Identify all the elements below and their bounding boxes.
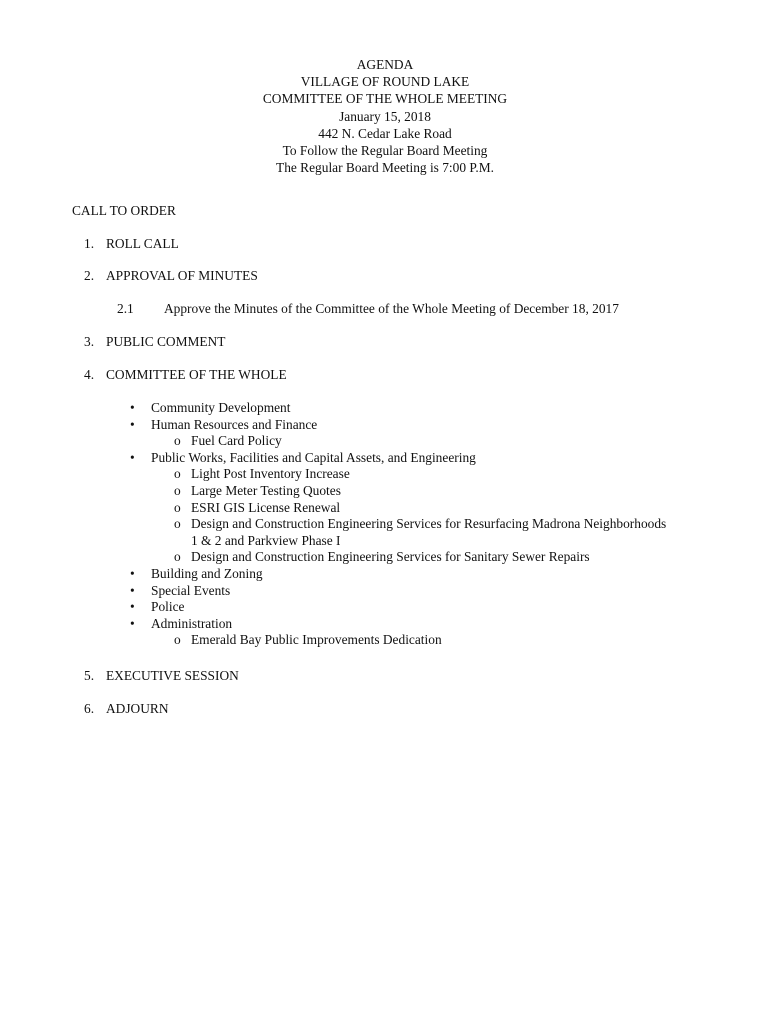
- item-label: APPROVAL OF MINUTES: [106, 268, 258, 283]
- list-item: • Human Resources and Finance: [130, 417, 666, 434]
- meeting-note: To Follow the Regular Board Meeting: [282, 143, 488, 159]
- agenda-item-public-comment: [84, 334, 225, 350]
- list-subitem-label: Emerald Bay Public Improvements Dedication: [191, 632, 442, 648]
- list-subitem-continuation: 1 & 2 and Parkview Phase I: [191, 532, 341, 548]
- item-number: 6.: [84, 701, 95, 716]
- agenda-item-approval-of-minutes: [84, 268, 258, 284]
- list-item: • Special Events: [130, 583, 666, 600]
- list-subitem-label: Fuel Card Policy: [191, 433, 282, 449]
- sub-bullet: o: [174, 499, 181, 515]
- agenda-subitem-minutes: [117, 301, 619, 317]
- list-item: • Building and Zoning: [130, 566, 666, 583]
- list-subitem-label: Light Post Inventory Increase: [191, 466, 350, 482]
- agenda-item-executive-session: [84, 668, 239, 684]
- item-number: 3.: [84, 334, 95, 349]
- list-subitem: [130, 516, 666, 533]
- item-number: 2.: [84, 268, 95, 283]
- agenda-item-committee-of-the-whole: [84, 367, 287, 383]
- sub-bullet: o: [174, 482, 181, 498]
- item-label: ROLL CALL: [106, 236, 179, 251]
- list-subitem-label: Design and Construction Engineering Services for Sanitary Sewer Repairs: [191, 549, 590, 565]
- item-label: PUBLIC COMMENT: [106, 334, 226, 349]
- list-item: • Public Works, Facilities and Capital Assets, and Engineering: [130, 450, 666, 467]
- list-subitem: [130, 549, 666, 566]
- item-label: COMMITTEE OF THE WHOLE: [106, 367, 287, 382]
- item-number: 5.: [84, 668, 95, 683]
- agenda-title: AGENDA: [356, 57, 414, 72]
- list-item: • Police: [130, 599, 666, 616]
- list-subitem: [130, 483, 666, 500]
- list-subitem: [130, 466, 666, 483]
- subitem-number: 2.1: [117, 301, 134, 316]
- item-number: 4.: [84, 367, 95, 382]
- meeting-address: 442 N. Cedar Lake Road: [318, 125, 452, 141]
- sub-bullet: o: [174, 632, 181, 648]
- sub-bullet: o: [174, 549, 181, 565]
- list-item: • Community Development: [130, 400, 666, 417]
- agenda-item-adjourn: [84, 701, 169, 717]
- agenda-header: [0, 56, 770, 176]
- subitem-label: Approve the Minutes of the Committee of the Whole Meeting of December 18, 2017: [164, 301, 619, 316]
- committee-list: [130, 400, 666, 649]
- village-name: VILLAGE OF ROUND LAKE: [300, 74, 470, 90]
- item-label: EXECUTIVE SESSION: [106, 668, 239, 683]
- list-item: • Administration: [130, 616, 666, 633]
- call-to-order: CALL TO ORDER: [72, 203, 176, 218]
- list-subitem-label: Design and Construction Engineering Services for Resurfacing Madrona Neighborhoods: [191, 516, 667, 532]
- item-label: ADJOURN: [106, 701, 169, 716]
- list-subitem: [130, 632, 666, 649]
- sub-bullet: o: [174, 516, 181, 532]
- meeting-date: January 15, 2018: [339, 108, 431, 124]
- meeting-name: COMMITTEE OF THE WHOLE MEETING: [262, 91, 508, 107]
- list-subitem-label: Large Meter Testing Quotes: [191, 482, 341, 498]
- sub-bullet: o: [174, 466, 181, 482]
- meeting-time: The Regular Board Meeting is 7:00 P.M.: [276, 160, 494, 176]
- list-subitem: [130, 433, 666, 450]
- list-subitem: [130, 500, 666, 517]
- item-number: 1.: [84, 236, 95, 251]
- agenda-item-roll-call: [84, 236, 179, 252]
- list-subitem-label: ESRI GIS License Renewal: [191, 499, 341, 515]
- sub-bullet: o: [174, 433, 181, 449]
